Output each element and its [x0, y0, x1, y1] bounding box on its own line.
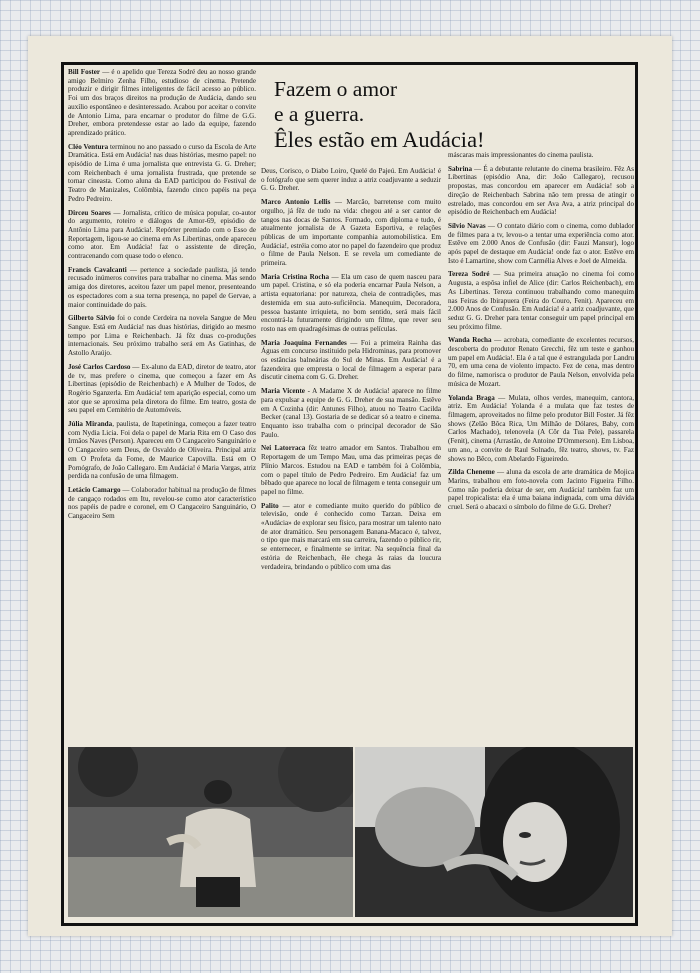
- bio-name: Sílvio Navas: [448, 221, 486, 230]
- bio-name: Tereza Sodré: [448, 270, 490, 279]
- bio-text: — Mulata, olhos verdes, manequim, cantora, atriz. Em Audácia! Yolanda é a mulata que faz testes de filmagem, aproveitados no filme pelo produtor Bill Foster. Já fêz shows (Zelão Bôca Rica, Um Milhão de Dólares, Baby, com Carlos Machado), telenovela (A Côr da Tua Pele), passarela (Fenit), cinema (Arrastão, de Antoine D'Ommerson). Em Lisboa, um ano, a convite de Raul Solnado, fêz teatro, shows, tv. Faz shows no Bêco, com Abelardo Figueiredo.: [448, 393, 634, 463]
- bio-text: — é o apelido que Tereza Sodré deu ao nosso grande amigo Belmiro Zenha Filho, estudioso de cinema. Pretende produzir e dirigir filmes inteligentes de fácil acesso ao público. Foi um dos braços direitos na produção de Audácia, dando seu auxílio espontâneo e desinteressado. Acabou por aceitar o convite de Antonio Lima, para encarnar o produtor do filme de G.G. Dreher, embora pretendesse estar ao lado da equipe, fazendo aprendizado prático.: [68, 68, 256, 137]
- magazine-page: [28, 36, 672, 936]
- bio-text: — acrobata, comediante de excelentes recursos, descoberta do produtor Renato Grecchi, fêz um teste e ganhou um papel em Audácia!. Ela é a tal que é estrangulada por Landru 70, em uma cena de violento impacto. Fez de cena, mas dentro do filme, namorisca o produtor de Paula Nelson, envolvida pela música de Mozart.: [448, 336, 634, 388]
- bio-text: — ator e comediante muito querido do público de televisão, onde é conhecido como Tarzan. Deixa em «Audácia» de explorar seu físico, para mostrar um talento nato de ator dramático. Seu personagem Banana-Macaco é, talvez, o tipo que mais marcará em sua carreira, fazendo o público rir, se enternecer, e finalmente se irritar. Na sequência final da estória de Reichenbach, êle chega às raias da loucura verdadeira, brindando o público com uma das: [261, 501, 441, 571]
- article-frame: [61, 62, 638, 926]
- bio-text: máscaras mais impressionantes do cinema paulista.: [448, 151, 594, 159]
- photo-right-image: [355, 747, 633, 917]
- bio-paragraph: [68, 266, 256, 310]
- bio-paragraph: [261, 198, 441, 268]
- bio-text: fêz teatro amador em Santos. Trabalhou em Reportagem de um Tempo Mau, uma das primeiras peças de Plínio Marcos. Estudou na EAD e também foi à Colômbia, com o papel título de Pedro Pedreiro. Em Audácia! faz um bêbado que aparece no local de filmagem e tenta conseguir um papel no filme.: [261, 444, 441, 496]
- bio-text: — Marcão, barretense com muito orgulho, já fêz de tudo na vida: chegou até a ser cantor de tangos nas docas de Santos. Formado, com diploma e tudo, é atualmente jornalista de A Gazeta Esportiva, e relações públicas de um importante companhia automobilística. Em Audácia!, estréia como ator no papel do fazendeiro que produz o filme de Paula Nelson. E se revela um comediante de primeira.: [261, 198, 441, 268]
- bio-name: Yolanda Braga: [448, 393, 495, 402]
- bio-paragraph: [68, 363, 256, 415]
- bio-text: — Ela um caso de quem nasceu para um papel. Cristina, e só ela poderia encarnar Paula Nelson, a artista equatoriana: por natureza, cheia de contradições, mas destemida em sua auto-suficiência. Manequim, Decoradora, pessoa bastante irriquieta, no bom sentido, será mais fácil encontrá-la futuramente dirigindo um filme, que rever seu rosto nas em quadragésimas de outras películas.: [261, 272, 441, 333]
- bio-paragraph: [68, 420, 256, 481]
- photo-left-image: [68, 747, 353, 917]
- bio-text: — O contato diário com o cinema, como dublador de filmes para a tv, levou-o a tentar uma experiência como ator. Estêve em 2.000 Anos de Confusão (dir: Fauzi Mansur), logo após papel de destaque em Audácia! onde faz o ator. Estêve em Isto é Lamartine, show com Carmélia Alves e Joel de Almeida.: [448, 221, 634, 265]
- bio-paragraph: [448, 468, 634, 512]
- bio-paragraph: [261, 167, 441, 193]
- bio-name: José Carlos Cardoso: [68, 362, 131, 371]
- headline-line-1: Fazem o amor: [274, 77, 397, 101]
- bio-text: - A Madame X de Audácia! aparece no filme para expulsar a equipe de G. G. Dreher de sua mansão. Estêve em A Cozinha (dir: Antunes Filho), atuou no Teatro Cacilda Becker (canal 13). Gostaria de se dedicar só a teatro e cinema. Enquanto isso trabalha com o principal decorador de São Paulo.: [261, 387, 441, 439]
- photo-actress-right: [355, 747, 633, 917]
- column-2: [261, 167, 441, 745]
- bio-name: Dirceu Soares: [68, 208, 111, 217]
- bio-paragraph: [448, 222, 634, 266]
- bio-text: — É a debutante relutante do cinema brasileiro. Fêz As Libertinas (episódio Ana, dir: João Callegaro), recusou propostas, mas concordou em aparecer em Audácia! sob a direção de Reichenbach Sabrina não tem pressa de atingir o estrelado, mas concordou em ser Ava Ava, a atriz principal do episódio de Reichenbach em Audácia!: [448, 164, 634, 217]
- bio-name: Maria Cristina Rocha: [261, 272, 329, 281]
- bio-name: Marco Antonio Lellis: [261, 198, 331, 207]
- bio-name: Júlia Miranda: [68, 420, 113, 429]
- bio-text: — Ex-aluno da EAD, diretor de teatro, ator de tv, mas prefere o cinema, que começou a fazer em As Libertinas (episódio de Reichenbach) e A Mulher de Todos, de Rogério Sganzerla. Em Audácia! tem aparição especial, como um ator que se aproxima pela diretora do filme. Em teatro, gosta de seu papel em Cemitério de Automóveis.: [68, 362, 256, 415]
- headline-line-3: Êles estão em Audácia!: [274, 127, 485, 152]
- bio-paragraph: [261, 339, 441, 383]
- bio-paragraph: [261, 502, 441, 572]
- bio-paragraph: [261, 387, 441, 439]
- bio-paragraph: [448, 394, 634, 464]
- bio-text: — Foi a primeira Rainha das Águas em concurso instituido pela Hidrominas, para promover os estâncias balneárias do Sul de Minas. Em Audácia! é a fazendeira que empresta o local de filmagem a esperar para discutir cinema com G. G. Dreher.: [261, 338, 441, 382]
- bio-name: Nei Latorraca: [261, 444, 306, 453]
- bio-paragraph: [68, 209, 256, 261]
- bio-name: Zilda Cheneme: [448, 468, 495, 477]
- bio-paragraph: [261, 444, 441, 496]
- column-1: [68, 68, 256, 743]
- bio-text: , paulista, de Itapetininga, começou a fazer teatro com Nydia Licia. Foi dela o papel de Maria Rita em O Caso dos Irmãos Naves (Person). Apareceu em O Cangaceiro Sanguinário e O Cangaceiro sem Deus, de Osvaldo de Oliveira. Principal atriz em O Profeta da Fome, de Maurice Capovilla. Está em O Pornógrafo, de João Callegaro. Em Audácia! é Maria Vargas, atriz perdida na confusão de uma filmagem.: [68, 420, 256, 481]
- bio-name: Letácio Camargo: [68, 485, 121, 494]
- bio-paragraph: [448, 336, 634, 388]
- photo-actors-left: [68, 747, 353, 917]
- bio-name: Maria Vicente: [261, 387, 305, 396]
- bio-paragraph: [261, 273, 441, 334]
- bio-name: Cléo Ventura: [68, 142, 109, 151]
- bio-name: Gilberto Sálvio: [68, 314, 115, 323]
- bio-name: Bill Foster: [68, 68, 101, 76]
- headline: [274, 77, 524, 152]
- bio-paragraph: [448, 165, 634, 217]
- bio-paragraph: [68, 68, 256, 138]
- bio-paragraph: [68, 314, 256, 358]
- column-3: [448, 151, 634, 729]
- bio-paragraph: [448, 270, 634, 331]
- headline-line-2: e a guerra.: [274, 102, 365, 126]
- bio-paragraph: [448, 151, 634, 160]
- bio-text: — Jornalista, crítico de música popular, co-autor do argumento, roteiro e diálogos de Amor-69, episódio de Antônio Lima para Audácia!. Repórter premiado com o Esso de Reportagem, ligou-se ao cinema em As Libertinas, onde apareceu como ator. Em Audácia! faz o assistente de direção, contracenando com quase todo o elenco.: [68, 208, 256, 261]
- bio-text: terminou no ano passado o curso da Escola de Arte Dramática. Está em Audácia! nas duas histórias, mesmo papel: no episódio de Lima é uma jornalista que entrevista G. G. Dreher; com Reichenbach é uma jornalista frustrada, que pretende se tornar cineasta. Como aluna da EAD participou do Festival de Teatro de Manizales, Colômbia, fazendo cinco papéis na peça Pedro Pedreiro.: [68, 142, 256, 203]
- bio-text: — pertence a sociedade paulista, já tendo recusado inúmeros convites para trabalhar no cinema. Mas sendo amiga dos diretores, aceitou fazer um papel menor, presenteando os espectadores com a sua terna presença, no papel de Gervae, a maior continuidade do país.: [68, 265, 256, 309]
- bio-text: — Sua primeira atuação no cinema foi como Augusta, a espôsa infiel de Alice (dir: Carlos Reichenbach), em As Libertinas. Tereza continuou trabalhando como manequim nas Feiras do Ibirapuera (Feira do Couro, Fenit). Apareceu em 2.000 Anos de Confusão. Em Audácia! é a atriz coadjuvante, que seduz G. G. Dreher para tentar conseguir um papel principal em seu próximo filme.: [448, 270, 634, 331]
- bio-name: Sabrina: [448, 164, 473, 173]
- bio-paragraph: [68, 143, 256, 204]
- bio-text: — Colaborador habitual na produção de filmes de cangaço rodados em Itu, revelou-se como ator característico nos papéis de padre e coronel, em O Cangaceiro Sanguinário, O Cangaceiro Sem: [68, 485, 256, 521]
- bio-name: Palito: [261, 501, 279, 510]
- bio-text: foi o conde Cerdeira na novela Sangue de Meu Sangue. Está em Audácia! nas duas histórias, dirigido ao mesmo tempo por Lima e Reichenbach. Já fêz duas co-produções internacionais. Seu próximo trabalho será em As Gatinhas, de Astollo Araújo.: [68, 314, 256, 358]
- bio-name: Wanda Rocha: [448, 336, 492, 345]
- bio-text: Deus, Corisco, o Diabo Loiro, Quelé do Pajeú. Em Audácia! é o fotógrafo que sem querer induz a atriz coadjuvante a seduzir G. G. Dreher.: [261, 167, 441, 193]
- bio-name: Maria Joaquina Fernandes: [261, 338, 347, 347]
- bio-paragraph: [68, 486, 256, 521]
- bio-text: — aluna da escola de arte dramática de Mojica Marins, trabalhou em foto-novela com Jacinto Figueira Filho. Como não poderia deixar de ser, em Audácia! também faz um papel tropicalista: ela é uma baiana indignada, com uma dúvida cruel. Será o abacaxi o símbolo do filme de G.G. Dreher?: [448, 468, 634, 512]
- bio-name: Francis Cavalcanti: [68, 265, 127, 274]
